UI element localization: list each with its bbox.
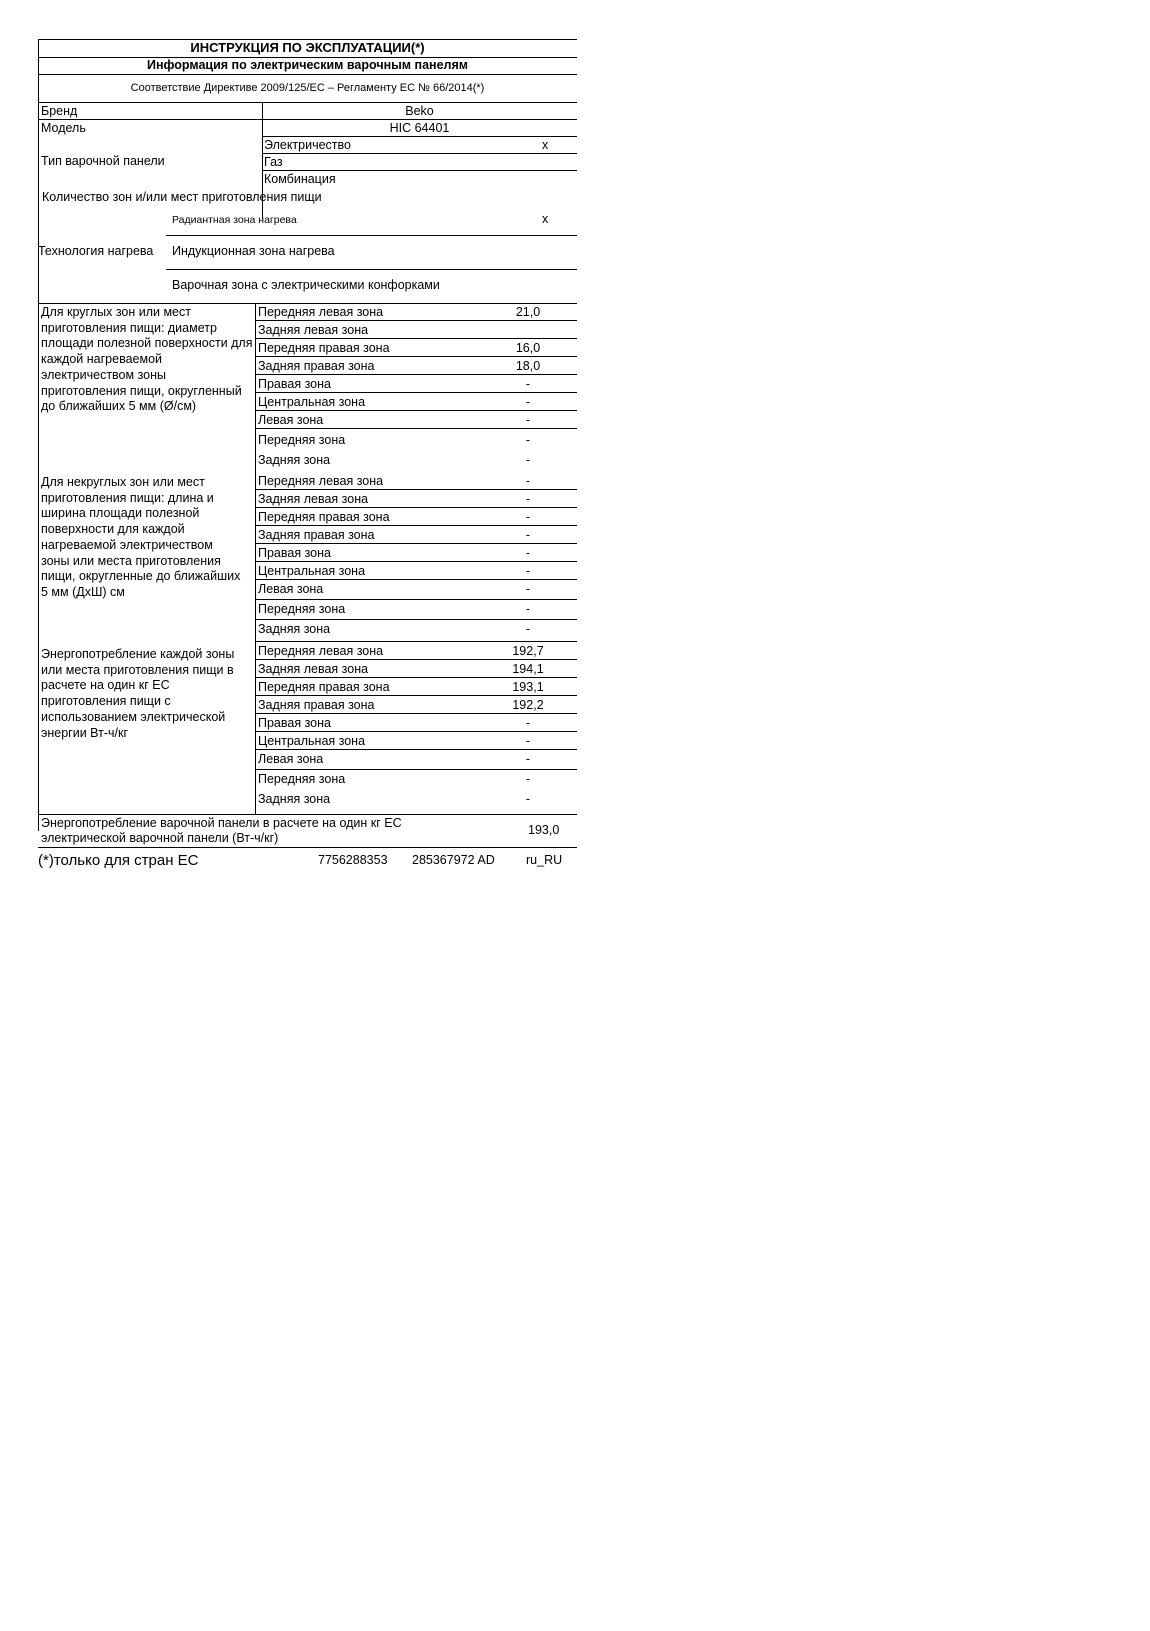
heating-electric-plates: Варочная зона с электрическими конфорками [172,278,440,292]
rule [256,428,577,429]
rule [263,153,577,154]
rule [256,489,577,490]
sheet-title: ИНСТРУКЦИЯ ПО ЭКСПЛУАТАЦИИ(*) [190,40,425,55]
zone-value: - [525,528,531,542]
zone-value: - [525,792,531,806]
zone-label: Передняя левая зона [258,644,384,658]
hob-type-combination: Комбинация [264,172,336,186]
zone-label: Задняя левая зона [258,662,369,676]
rule [166,269,577,270]
brand-value: Beko [405,104,434,118]
rule [256,561,577,562]
zone-label: Передняя зона [258,602,346,616]
zone-label: Задняя правая зона [258,359,375,373]
zone-value: 193,1 [512,680,544,694]
zone-label: Центральная зона [258,564,366,578]
sheet-subtitle: Информация по электрическим варочным панелям [146,58,469,72]
rule [38,102,577,103]
zone-value: - [525,734,531,748]
zone-value: - [525,377,531,391]
heating-induction: Индукционная зона нагрева [172,244,335,258]
total-label: Энергопотребление варочной панели в расчете на один кг ЕС электрической варочной панели (Вт-ч/кг) [41,816,402,845]
rule [256,659,577,660]
rule [256,695,577,696]
frame-left [38,39,39,831]
rule [263,170,577,171]
rule [38,303,577,304]
rule [166,235,577,236]
total-value: 193,0 [528,823,560,837]
section-label-nonround: Для некруглых зон или мест приготовления пищи: длина и ширина площади полезной поверхности для каждой нагреваемой электричеством зоны или места приготовления пищи, округленные до ближайших 5 мм (ДхШ) см [41,475,241,599]
zone-label: Передняя правая зона [258,680,390,694]
hob-type-label: Тип варочной панели [41,154,165,168]
zone-label: Правая зона [258,546,331,560]
rule [256,507,577,508]
zone-value: - [525,622,531,636]
rule [256,338,577,339]
rule [256,677,577,678]
section-label-round: Для круглых зон или мест приготовления пищи: диаметр площади полезной поверхности для каждой нагреваемой электричеством зоны приготовления пищи, округленный до ближайших 5 мм (Ø/см) [41,305,253,414]
zone-label: Передняя левая зона [258,474,384,488]
zone-label: Задняя правая зона [258,698,375,712]
brand-label: Бренд [41,104,78,118]
zone-value: - [525,453,531,467]
zone-value: - [525,564,531,578]
zone-label: Задняя правая зона [258,528,375,542]
zone-value: 192,7 [512,644,544,658]
zone-value: - [525,772,531,786]
zone-label: Передняя правая зона [258,510,390,524]
rule [256,599,577,600]
zone-label: Задняя зона [258,792,331,806]
zone-label: Левая зона [258,582,324,596]
rule [256,619,577,620]
rule [256,749,577,750]
zone-label: Центральная зона [258,734,366,748]
zone-label: Центральная зона [258,395,366,409]
zone-label: Левая зона [258,413,324,427]
zone-label: Правая зона [258,377,331,391]
zone-value: - [525,546,531,560]
model-label: Модель [41,121,86,135]
rule [38,74,577,75]
divider [255,303,256,814]
footer-locale: ru_RU [526,853,563,867]
zone-value: 192,2 [512,698,544,712]
rule [256,713,577,714]
zone-label: Задняя левая зона [258,323,369,337]
zone-label: Передняя левая зона [258,305,384,319]
rule [256,769,577,770]
hob-type-gas: Газ [264,155,283,169]
zone-value: - [525,510,531,524]
rule [256,410,577,411]
zone-value: - [525,602,531,616]
zone-label: Задняя зона [258,453,331,467]
zone-value: - [525,395,531,409]
zones-count-label: Количество зон и/или мест приготовления пищи [42,190,322,204]
zone-value: 18,0 [515,359,541,373]
rule [256,579,577,580]
zone-value: - [525,716,531,730]
footer-code-2: 285367972 AD [412,853,495,867]
rule [38,814,577,815]
footer-code-1: 7756288353 [318,853,388,867]
zone-label: Передняя зона [258,433,346,447]
zone-value: - [525,474,531,488]
rule [256,525,577,526]
zone-value: 194,1 [512,662,544,676]
hob-type-electric-mark: x [542,138,549,152]
rule [263,136,577,137]
rule [256,356,577,357]
rule [256,641,577,642]
zone-label: Передняя правая зона [258,341,390,355]
compliance-line: Соответствие Директиве 2009/125/ЕС – Регламенту ЕС № 66/2014(*) [130,82,485,94]
rule [38,847,577,848]
rule [38,119,577,120]
rule [256,731,577,732]
zone-label: Задняя левая зона [258,492,369,506]
zone-label: Задняя зона [258,622,331,636]
heating-label: Технология нагрева [38,244,154,258]
zone-value: 21,0 [515,305,541,319]
rule [256,392,577,393]
zone-label: Правая зона [258,716,331,730]
rule [256,374,577,375]
heating-radiant-mark: x [542,212,549,226]
zone-label: Левая зона [258,752,324,766]
zone-value: - [525,433,531,447]
section-label-energy: Энергопотребление каждой зоны или места приготовления пищи в расчете на один кг ЕС приготовления пищи с использованием электрической энергии Вт-ч/кг [41,647,235,740]
zone-value: - [525,582,531,596]
zone-value: - [525,752,531,766]
model-value: HIC 64401 [389,121,450,135]
hob-type-electric: Электричество [264,138,351,152]
zone-value: 16,0 [515,341,541,355]
rule [256,543,577,544]
zone-value: - [525,492,531,506]
zone-value: - [525,413,531,427]
zone-label: Передняя зона [258,772,346,786]
rule [256,320,577,321]
footer-note: (*)только для стран ЕС [38,852,199,869]
heating-radiant: Радиантная зона нагрева [172,214,297,226]
